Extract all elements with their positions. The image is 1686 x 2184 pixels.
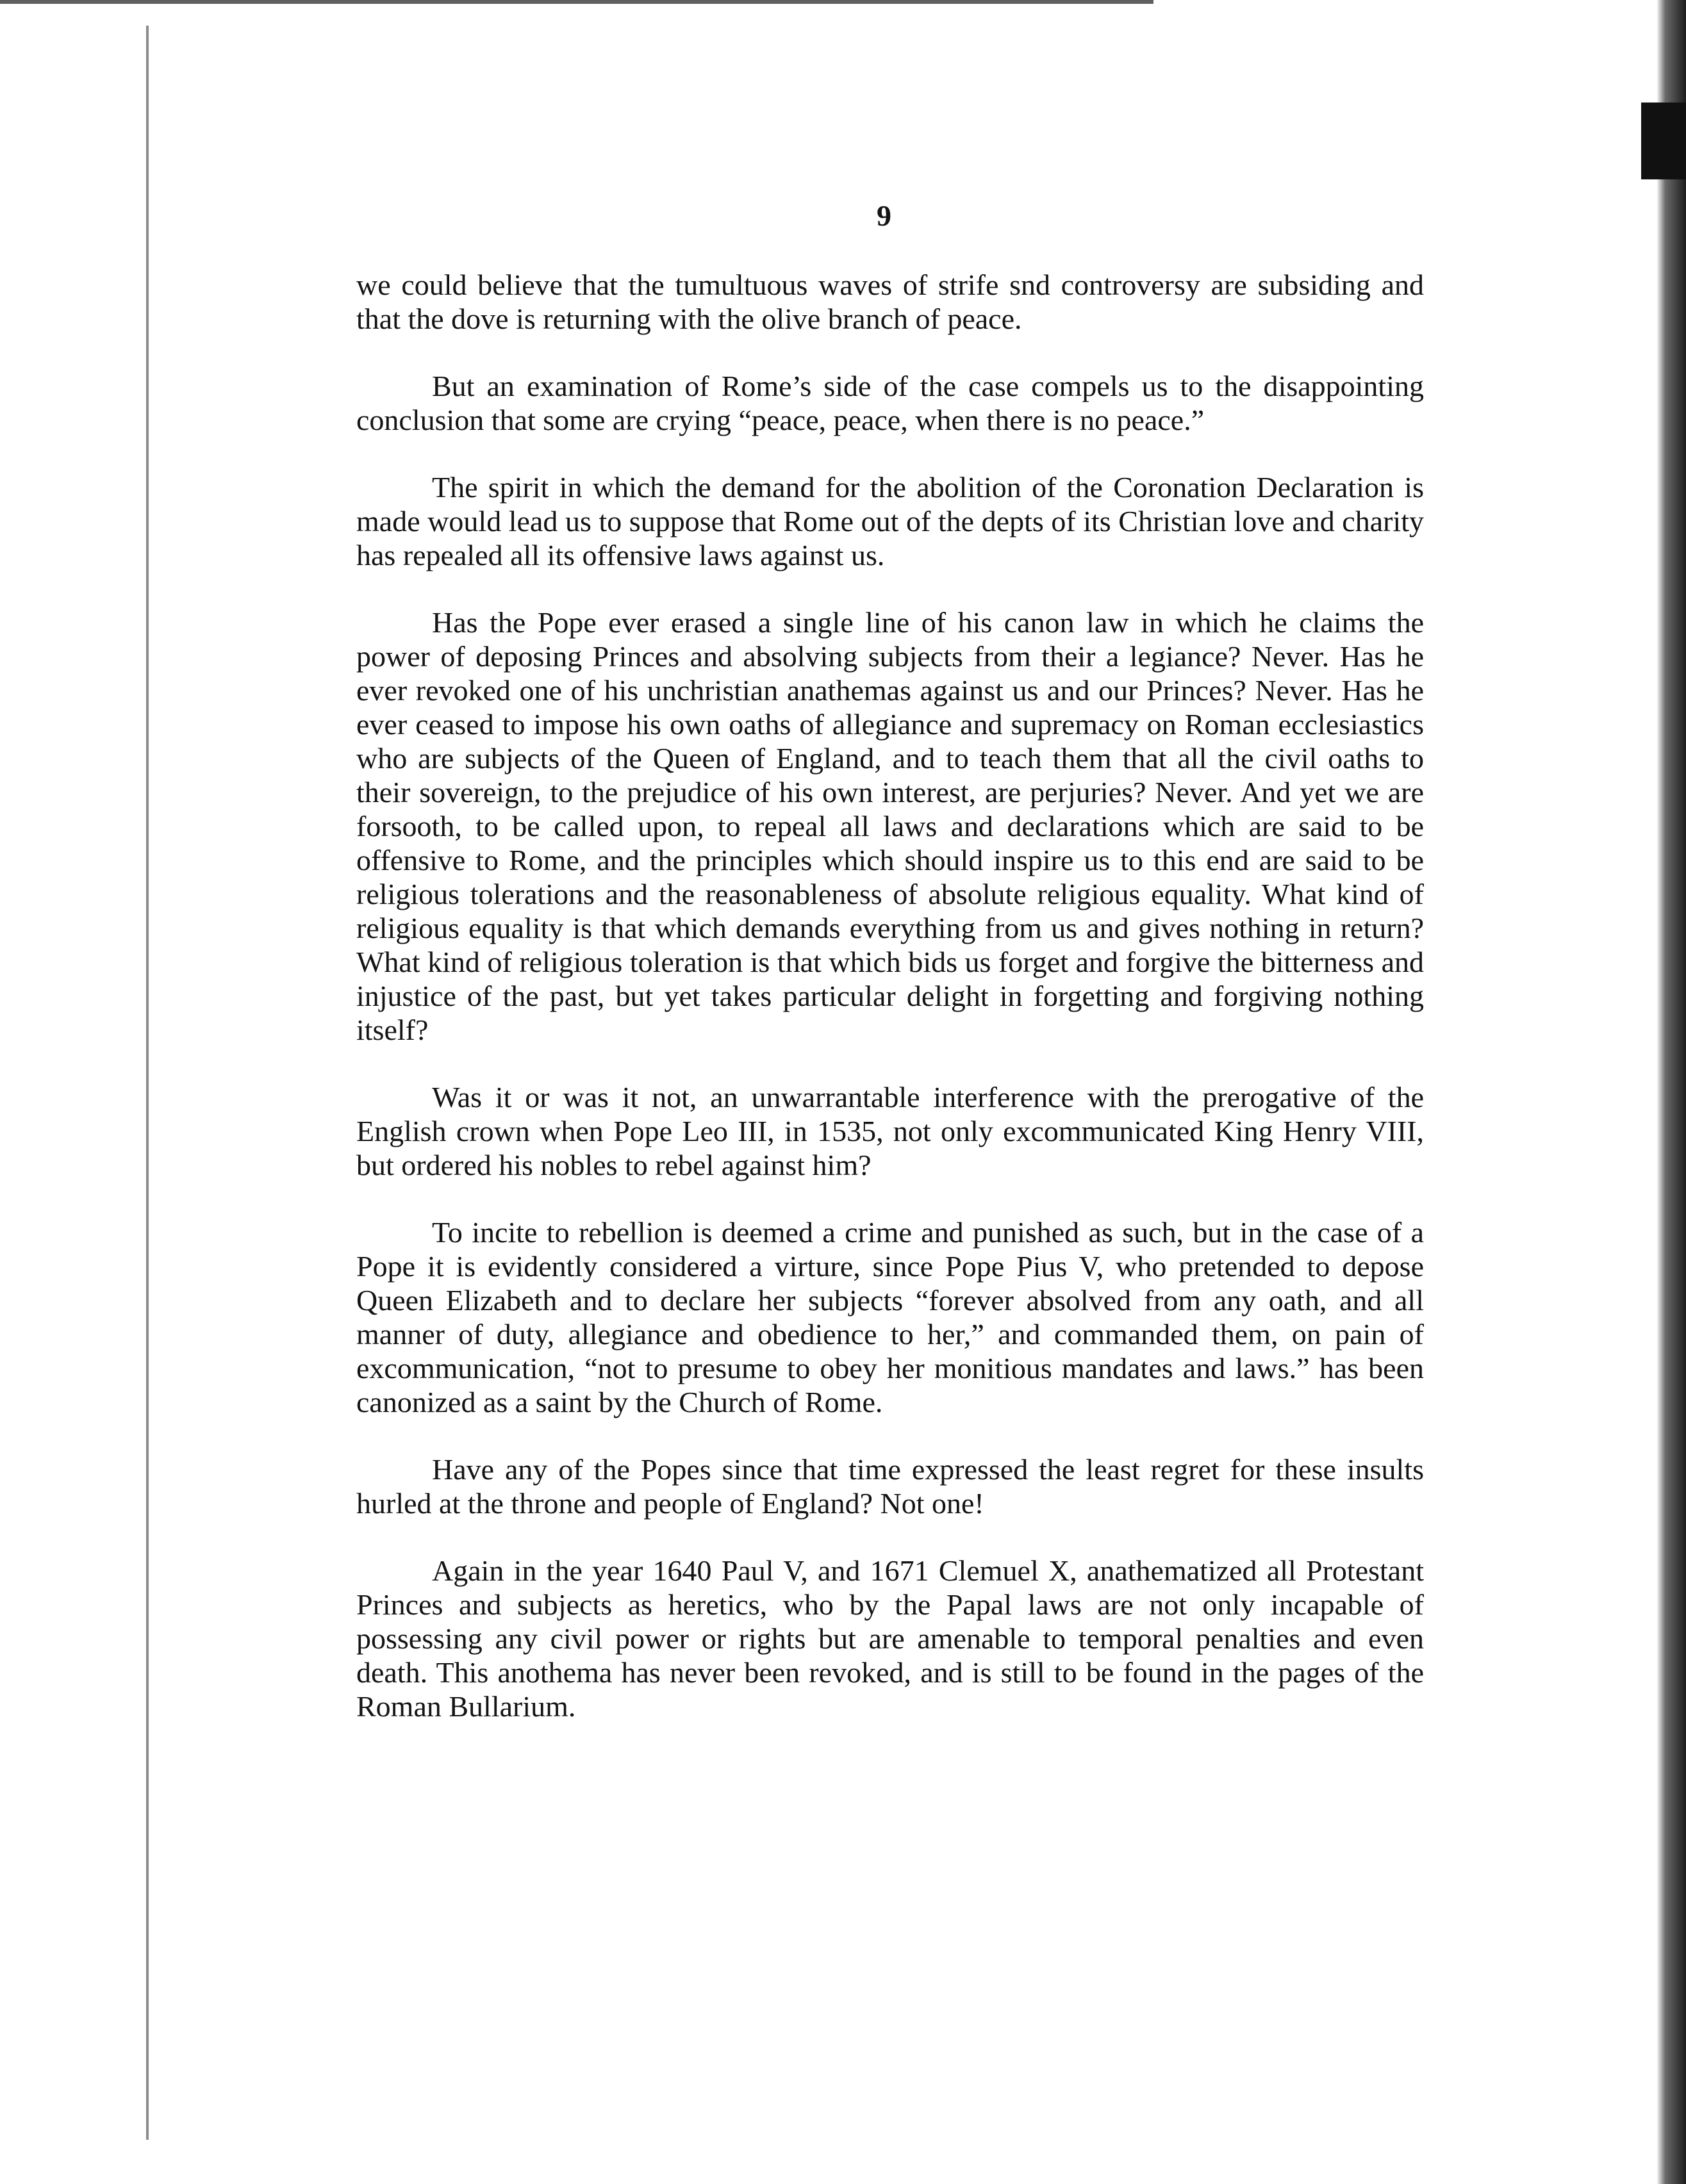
- paragraph-3: The spirit in which the demand for the abolition of the Coronation Declaration is made would lead us to suppose that Rome out of the depts of its Christian love and charity has repealed all its offensive laws against us.: [356, 471, 1424, 571]
- paragraph-1: we could believe that the tumultuous waves of strife snd controversy are subsiding and that the dove is returning with the olive branch of peace.: [356, 268, 1424, 335]
- scan-edge-top: [0, 0, 1153, 4]
- paragraph-7: Have any of the Popes since that time expressed the least regret for these insults hurled at the throne and people of England? Not one!: [356, 1453, 1424, 1520]
- paragraph-6: To incite to rebellion is deemed a crime and punished as such, but in the case of a Pope it is evidently considered a virture, since Pope Pius V, who pretended to depose Queen Elizabeth and to declare her subjects “forever absolved from any oath, and all manner of duty, allegiance and obedience to her,” and commanded them, on pain of excommunication, “not to presume to obey her monitious mandates and laws.” has been canonized as a saint by the Church of Rome.: [356, 1216, 1424, 1418]
- paragraph-4: Has the Pope ever erased a single line of his canon law in which he claims the power of deposing Princes and absolving subjects from their a legiance? Never. Has he ever revoked one of his unchristian anathemas against us and our Princes? Never. Has he ever ceased to impose his own oaths of allegiance and supremacy on Roman ecclesiastics who are subjects of the Queen of England, and to teach them that all the civil oaths to their sovereign, to the prejudice of his own interest, are perjuries? Never. And yet we are forsooth, to be called upon, to repeal all laws and declarations which are said to be offensive to Rome, and the principles which should inspire us to this end are said to be religious tolerations and the reasonableness of absolute religious equality. What kind of religious equality is that which demands everything from us and gives nothing in return? What kind of religious toleration is that which bids us forget and forgive the bitterness and injustice of the past, but yet takes particular delight in forgetting and forgiving nothing itself?: [356, 606, 1424, 1046]
- scan-edge-left: [146, 26, 149, 2140]
- page-number: 9: [877, 199, 891, 232]
- scan-edge-notch: [1641, 103, 1686, 179]
- body-text: [356, 268, 1424, 1757]
- paragraph-5: Was it or was it not, an unwarrantable interference with the prerogative of the English crown when Pope Leo III, in 1535, not only excommunicated King Henry VIII, but ordered his nobles to rebel against him?: [356, 1081, 1424, 1181]
- scan-edge-right: [1657, 0, 1686, 2184]
- paragraph-8: Again in the year 1640 Paul V, and 1671 Clemuel X, anathematized all Protestant Princes and subjects as heretics, who by the Papal laws are not only incapable of possessing any civil power or rights but are amenable to temporal penalties and even death. This anothema has never been revoked, and is still to be found in the pages of the Roman Bullarium.: [356, 1554, 1424, 1723]
- paragraph-2: But an examination of Rome’s side of the case compels us to the disappointing conclusion that some are crying “peace, peace, when there is no peace.”: [356, 370, 1424, 436]
